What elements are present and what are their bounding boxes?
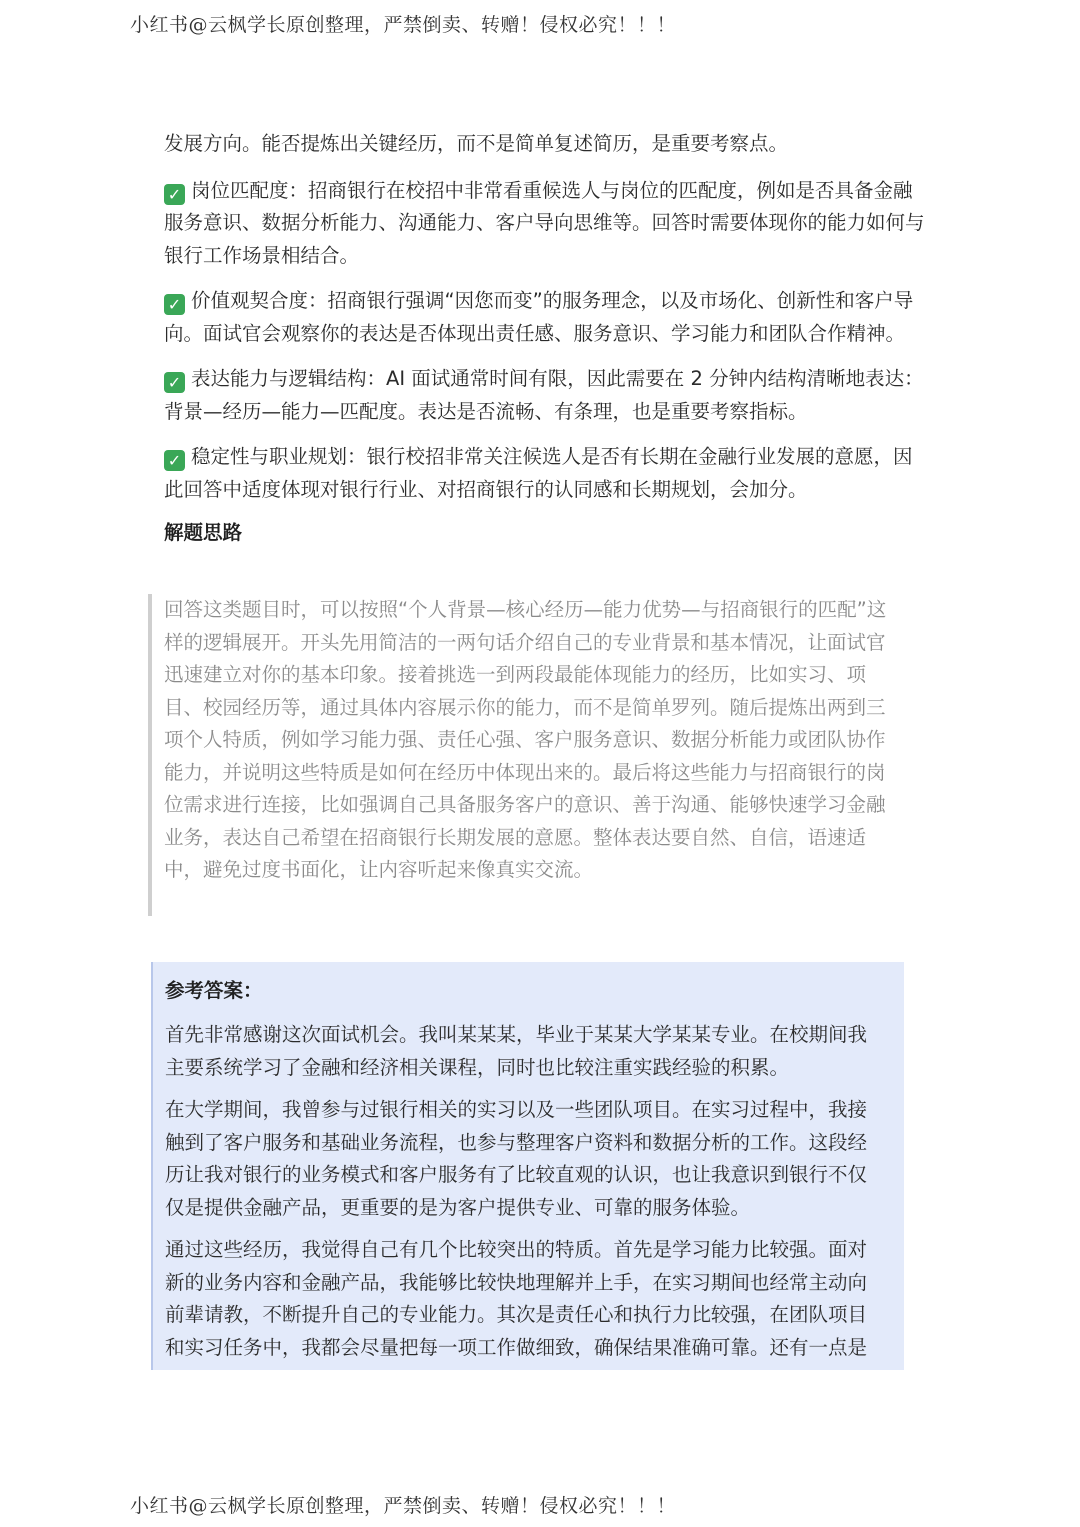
check-mark-icon: ✓ [164,372,185,393]
answer-paragraph: 在大学期间，我曾参与过银行相关的实习以及一些团队项目。在实习过程中，我接触到了客户服务和基础业务流程，也参与整理客户资料和数据分析的工作。这段经历让我对银行的业务模式和客户服务有了比较直观的认识，也让我意识到银行不仅仅是提供金融产品，更重要的是为客户提供专业、可靠的服务体验。 [165,1098,868,1219]
answer-paragraph: 通过这些经历，我觉得自己有几个比较突出的特质。首先是学习能力比较强。面对新的业务内容和金融产品，我能够比较快地理解并上手，在实习期间也经常主动向前辈请教，不断提升自己的专业能力。其次是责任心和执行力比较强，在团队项目和实习任务中，我都会尽量把每一项工作做细致，确保结果准确可靠。还有一点是 [165,1238,868,1359]
checklist-text: 岗位匹配度：招商银行在校招中非常看重候选人与岗位的匹配度，例如是否具备金融服务意识、数据分析能力、沟通能力、客户导向思维等。回答时需要体现你的能力如何与银行工作场景相结合。 [164,178,925,267]
approach-text: 回答这类题目时，可以按照“个人背景—核心经历—能力优势—与招商银行的匹配”这样的逻辑展开。开头先用简洁的一两句话介绍自己的专业背景和基本情况，让面试官迅速建立对你的基本印象。接着挑选一到两段最能体现能力的经历，比如实习、项目、校园经历等，通过具体内容展示你的能力，而不是简单罗列。随后提炼出两到三项个人特质，例如学习能力强、责任心强、客户服务意识、数据分析能力或团队协作能力，并说明这些特质是如何在经历中体现出来的。最后将这些能力与招商银行的岗位需求进行连接，比如强调自己具备服务客户的意识、善于沟通、能够快速学习金融业务，表达自己希望在招商银行长期发展的意愿。整体表达要自然、自信，语速适中，避免过度书面化，让内容听起来像真实交流。 [164,598,887,881]
approach-quote [148,594,888,916]
check-mark-icon: ✓ [164,450,185,471]
checklist-item-expression [164,363,926,428]
checklist-item-stability [164,441,926,506]
check-mark-icon: ✓ [164,184,185,205]
checklist-item-values-fit [164,285,926,350]
answer-paragraph: 首先非常感谢这次面试机会。我叫某某某，毕业于某某大学某某专业。在校期间我主要系统学习了金融和经济相关课程，同时也比较注重实践经验的积累。 [165,1023,868,1079]
checklist-text: 价值观契合度：招商银行强调“因您而变”的服务理念，以及市场化、创新性和客户导向。面试官会观察你的表达是否体现出责任感、服务意识、学习能力和团队合作精神。 [164,289,914,345]
checklist-text: 稳定性与职业规划：银行校招非常关注候选人是否有长期在金融行业发展的意愿，因此回答中适度体现对银行行业、对招商银行的认同感和长期规划，会加分。 [164,445,913,501]
approach-heading: 解题思路 [164,521,243,544]
intro-paragraph: 发展方向。能否提炼出关键经历，而不是简单复述简历，是重要考察点。 [164,132,789,155]
watermark-bottom: 小红书@云枫学长原创整理，严禁倒卖、转赠！侵权必究！！！ [130,1495,677,1517]
answer-title: 参考答案： [165,979,263,1002]
watermark-top: 小红书@云枫学长原创整理，严禁倒卖、转赠！侵权必究！！！ [130,14,677,36]
checklist-item-job-fit [164,175,926,273]
reference-answer-box [151,962,904,1370]
check-mark-icon: ✓ [164,294,185,315]
main-content [164,128,926,565]
checklist-text: 表达能力与逻辑结构：AI 面试通常时间有限，因此需要在 2 分钟内结构清晰地表达：背景—经历—能力—匹配度。表达是否流畅、有条理，也是重要考察指标。 [164,367,924,423]
